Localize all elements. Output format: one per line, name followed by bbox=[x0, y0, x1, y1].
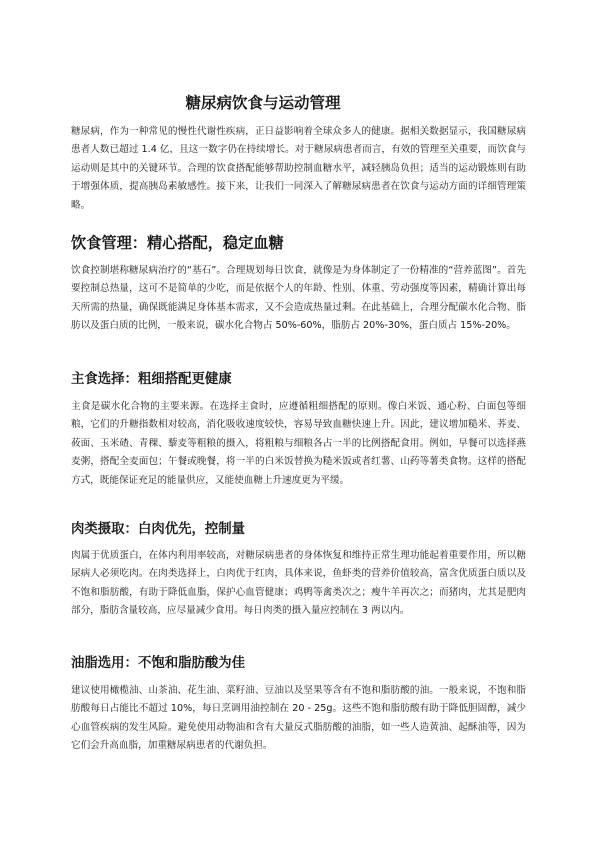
intro-paragraph: 糖尿病，作为一种常见的慢性代谢性疾病，正日益影响着全球众多人的健康。据相关数据显示，我国糖尿病患者人数已超过 1.4 亿，且这一数字仍在持续增长。对于糖尿病患者而言，有效的管理至关重要，而饮食与运动则是其中的关键环节。合理的饮食搭配能够帮助控制血糖水平，减轻胰岛负担；适当的运动锻炼则有助于增强体质，提高胰岛素敏感性。接下来，让我们一同深入了解糖尿病患者在饮食与运动方面的详细管理策略。 bbox=[71, 126, 526, 211]
section-body-meat: 肉属于优质蛋白，在体内利用率较高，对糖尿病患者的身体恢复和维持正常生理功能起着重要作用，所以糖尿病人必须吃肉。在肉类选择上，白肉优于红肉，具体来说，鱼虾类的营养价值较高，富含优质蛋白质以及不饱和脂肪酸，有助于降低血脂，保护心血管健康；鸡鸭等禽类次之；瘦牛羊再次之；而猪肉，尤其是肥肉部分，脂肪含量较高，应尽量减少食用。每日肉类的摄入量应控制在 3 两以内。 bbox=[71, 550, 526, 617]
section-heading-meat: 肉类摄取：白肉优先，控制量 bbox=[71, 522, 246, 537]
section-body-oil: 建议使用橄榄油、山茶油、花生油、菜籽油、豆油以及坚果等含有不饱和脂肪酸的油。一般来说，不饱和脂肪酸每日占能比不超过 10%，每日烹调用油控制在 20 - 25g。这些不饱和脂肪酸有助于降低胆固醇，减少心血管疾病的发生风险。避免使用动物油和含有大量反式脂肪酸的油脂，如一些人造黄油、起酥油等，因为它们会升高血脂，加重糖尿病患者的代谢负担。 bbox=[71, 685, 526, 752]
document-title: 糖尿病饮食与运动管理 bbox=[185, 94, 341, 112]
section-heading-oil: 油脂选用：不饱和脂肪酸为佳 bbox=[71, 656, 246, 671]
section-body-staple: 主食是碳水化合物的主要来源。在选择主食时，应遵循粗细搭配的原则。像白米饭、通心粉、白面包等细粮，它们的升糖指数相对较高，消化吸收速度较快，容易导致血糖快速上升。因此，建议增加糙米、荞麦、莜面、玉米碴、青稞、藜麦等粗粮的摄入，将粗粮与细粮各占一半的比例搭配食用。例如，早餐可以选择燕麦粥，搭配全麦面包；午餐或晚餐，将一半的白米饭替换为糙米饭或者红薯、山药等薯类食物。这样的搭配方式，既能保证充足的能量供应，又能使血糖上升速度更为平缓。 bbox=[71, 401, 526, 486]
section-heading-staple: 主食选择：粗细搭配更健康 bbox=[71, 372, 232, 387]
section-heading-diet: 饮食管理：精心搭配，稳定血糖 bbox=[71, 234, 284, 252]
section-body-diet: 饮食控制堪称糖尿病治疗的“基石”。合理规划每日饮食，就像是为身体制定了一份精准的“营养蓝图”。首先要控制总热量，这可不是简单的少吃，而是依据个人的年龄、性别、体重、劳动强度等因素，精确计算出每天所需的热量，确保既能满足身体基本需求，又不会造成热量过剩。在此基础上，合理分配碳水化合物、脂肪以及蛋白质的比例，一般来说，碳水化合物占 50%-60%，脂肪占 20%-30%，蛋白质占 15%-20%。 bbox=[71, 265, 526, 332]
